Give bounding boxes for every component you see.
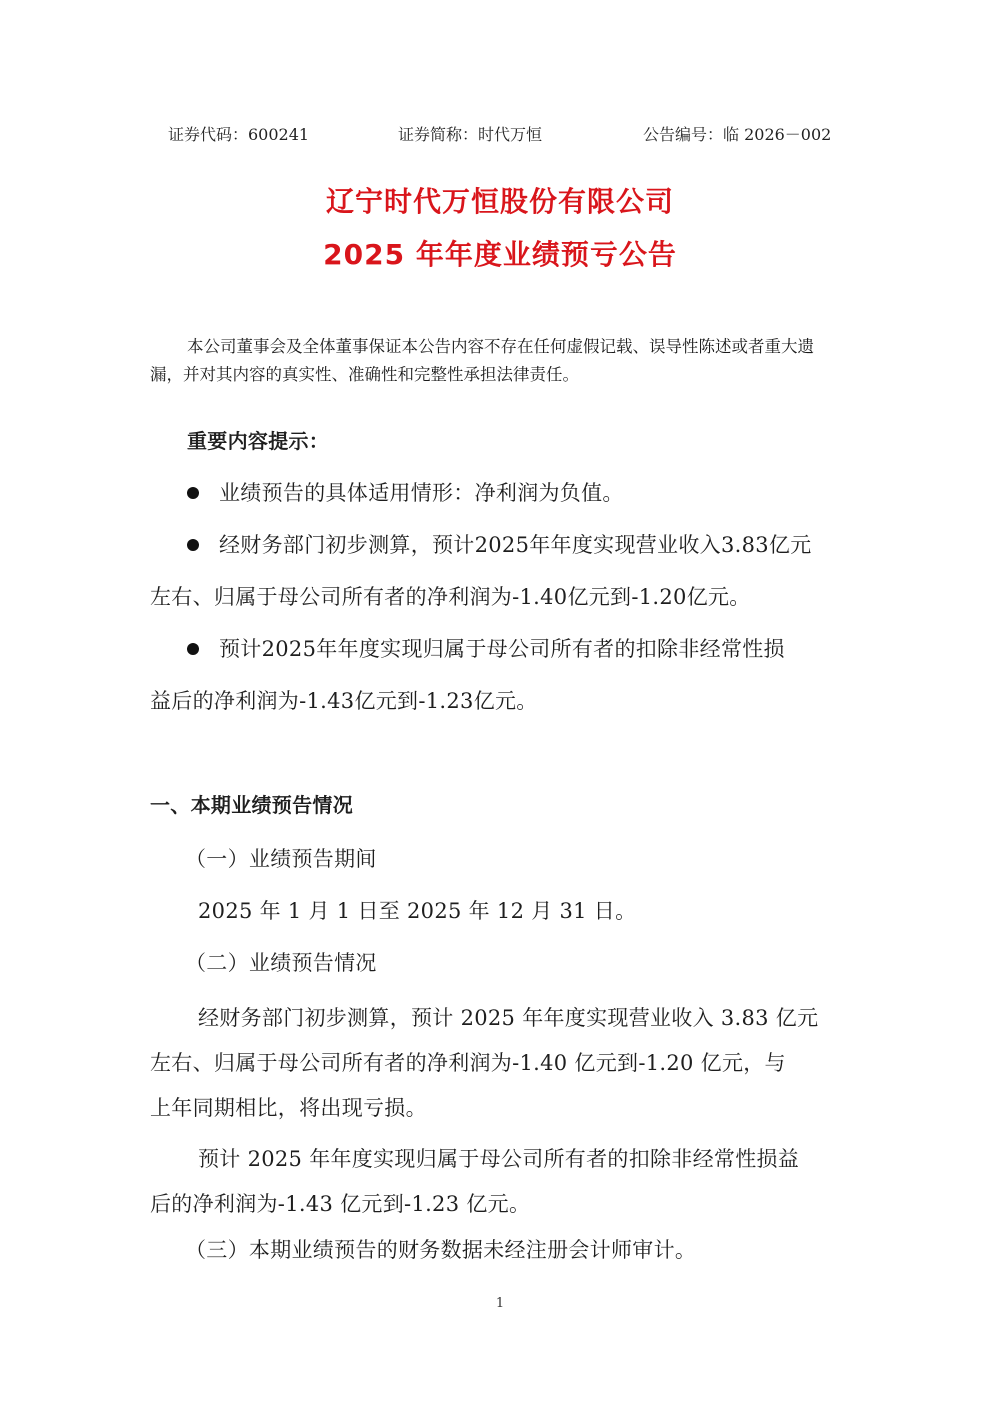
forecast-para1-line2: 左右、归属于母公司所有者的净利润为-1.40 亿元到-1.20 亿元，与 — [150, 1051, 786, 1075]
announcement-title: 2025 年年度业绩预亏公告 — [323, 238, 677, 271]
forecast-para2-line2: 后的净利润为-1.43 亿元到-1.23 亿元。 — [150, 1192, 531, 1216]
stock-code: 证券代码：600241 — [168, 125, 310, 144]
bullet-icon — [187, 643, 199, 655]
bullet-icon — [187, 487, 199, 499]
subsection-1-heading: （一）业绩预告期间 — [185, 847, 377, 871]
highlight-item-3-cont: 益后的净利润为-1.43亿元到-1.23亿元。 — [150, 689, 538, 713]
highlights-heading: 重要内容提示： — [187, 429, 330, 453]
company-title: 辽宁时代万恒股份有限公司 — [325, 185, 674, 218]
bullet-icon — [187, 539, 199, 551]
announcement-number: 公告编号：临 2026－002 — [643, 125, 832, 144]
forecast-period: 2025 年 1 月 1 日至 2025 年 12 月 31 日。 — [198, 899, 637, 923]
highlight-item-2-cont: 左右、归属于母公司所有者的净利润为-1.40亿元到-1.20亿元。 — [150, 585, 751, 609]
board-notice-line2: 漏，并对其内容的真实性、准确性和完整性承担法律责任。 — [150, 365, 579, 384]
forecast-para1-line1: 经财务部门初步测算，预计 2025 年年度实现营业收入 3.83 亿元 — [198, 1006, 819, 1030]
section-heading: 一、本期业绩预告情况 — [150, 793, 353, 817]
board-notice-line1: 本公司董事会及全体董事保证本公告内容不存在任何虚假记载、误导性陈述或者重大遗 — [187, 337, 814, 356]
forecast-para2-line1: 预计 2025 年年度实现归属于母公司所有者的扣除非经常性损益 — [198, 1147, 800, 1171]
stock-name: 证券简称：时代万恒 — [398, 125, 543, 144]
highlight-item-3: 预计2025年年度实现归属于母公司所有者的扣除非经常性损 — [187, 633, 785, 663]
highlight-item-1: 业绩预告的具体适用情形：净利润为负值。 — [187, 477, 624, 507]
subsection-3: （三）本期业绩预告的财务数据未经注册会计师审计。 — [185, 1238, 697, 1262]
forecast-para1-line3: 上年同期相比，将出现亏损。 — [150, 1096, 427, 1120]
highlight-item-2: 经财务部门初步测算，预计2025年年度实现营业收入3.83亿元 — [187, 529, 812, 559]
page-number: 1 — [495, 1296, 505, 1311]
subsection-2-heading: （二）业绩预告情况 — [185, 951, 377, 975]
